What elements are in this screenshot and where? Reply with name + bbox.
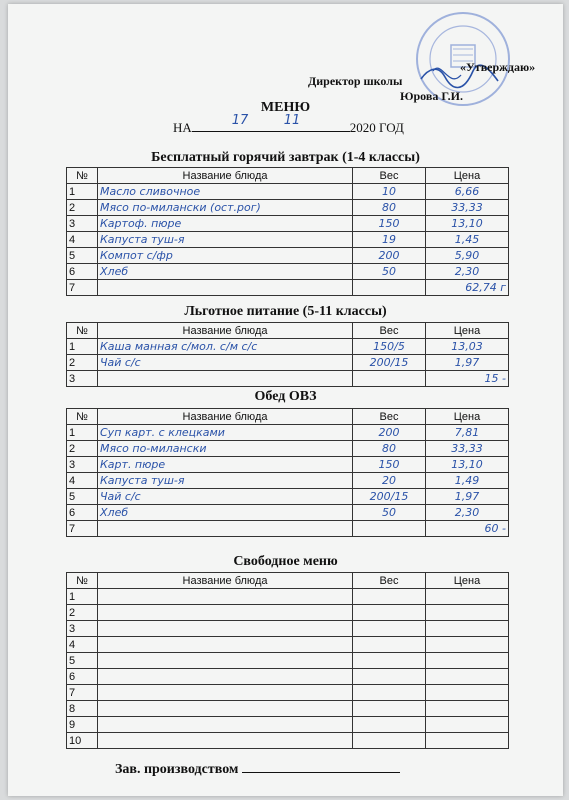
cell-num: 1: [67, 184, 98, 200]
cell-weight: 200/15: [353, 489, 426, 505]
table-free-menu: [66, 572, 509, 749]
table-row: [67, 441, 509, 457]
table-row: [67, 264, 509, 280]
cell-price: 7,81: [426, 425, 509, 441]
cell-price: 2,30: [426, 505, 509, 521]
cell-price: [426, 701, 509, 717]
cell-price: 13,10: [426, 216, 509, 232]
cell-weight: [353, 605, 426, 621]
column-header-price: Цена: [426, 168, 509, 184]
column-header-num: №: [67, 573, 98, 589]
table-row: [67, 621, 509, 637]
table-row: [67, 339, 509, 355]
table-row: [67, 473, 509, 489]
cell-dish: Мясо по-милански (ост.рог): [98, 200, 353, 216]
cell-weight: 200/15: [353, 355, 426, 371]
cell-num: 3: [67, 371, 98, 387]
table-row: [67, 489, 509, 505]
cell-weight: [353, 371, 426, 387]
cell-num: 3: [67, 457, 98, 473]
table-row: [67, 232, 509, 248]
cell-dish: [98, 521, 353, 537]
cell-dish: Каша манная с/мол. с/м с/с: [98, 339, 353, 355]
column-header-dish: Название блюда: [98, 168, 353, 184]
cell-price: 6,66: [426, 184, 509, 200]
date-month: 11: [283, 113, 301, 128]
cell-num: 4: [67, 473, 98, 489]
cell-weight: 50: [353, 505, 426, 521]
table-row: [67, 280, 509, 296]
date-prefix: НА: [173, 120, 192, 135]
table-row: [67, 425, 509, 441]
cell-weight: [353, 669, 426, 685]
cell-dish: [98, 605, 353, 621]
director-label: Директор школы: [308, 74, 403, 88]
table-row: [67, 701, 509, 717]
cell-dish: Масло сливочное: [98, 184, 353, 200]
table-row: [67, 457, 509, 473]
cell-price: 62,74 г: [426, 280, 509, 296]
cell-weight: [353, 733, 426, 749]
table-ovz-lunch: [66, 408, 509, 537]
cell-weight: [353, 637, 426, 653]
cell-weight: [353, 521, 426, 537]
cell-weight: 80: [353, 200, 426, 216]
cell-weight: [353, 280, 426, 296]
cell-price: [426, 589, 509, 605]
cell-weight: 50: [353, 264, 426, 280]
cell-dish: [98, 371, 353, 387]
cell-dish: Компот с/фр: [98, 248, 353, 264]
cell-weight: 150: [353, 457, 426, 473]
cell-num: 3: [67, 216, 98, 232]
cell-price: [426, 605, 509, 621]
cell-price: [426, 733, 509, 749]
column-header-price: Цена: [426, 573, 509, 589]
table-row: [67, 685, 509, 701]
cell-dish: Хлеб: [98, 505, 353, 521]
table-row: [67, 733, 509, 749]
cell-price: 1,45: [426, 232, 509, 248]
cell-price: [426, 669, 509, 685]
cell-weight: [353, 717, 426, 733]
cell-num: 2: [67, 355, 98, 371]
cell-weight: 80: [353, 441, 426, 457]
cell-price: [426, 717, 509, 733]
cell-num: 9: [67, 717, 98, 733]
table-header-row: [67, 573, 509, 589]
column-header-num: №: [67, 409, 98, 425]
date-day: 17: [231, 113, 249, 128]
column-header-weight: Вес: [353, 168, 426, 184]
cell-weight: 200: [353, 248, 426, 264]
cell-num: 10: [67, 733, 98, 749]
cell-dish: Суп карт. с клецками: [98, 425, 353, 441]
cell-weight: 200: [353, 425, 426, 441]
cell-price: [426, 621, 509, 637]
cell-price: 1,49: [426, 473, 509, 489]
section-title-discount-meals: Льготное питание (5-11 классы): [184, 304, 387, 319]
cell-price: 1,97: [426, 489, 509, 505]
cell-dish: Капуста туш-я: [98, 232, 353, 248]
menu-title: МЕНЮ: [260, 100, 311, 115]
table-header-row: [67, 409, 509, 425]
cell-dish: [98, 621, 353, 637]
footer-label: Зав. производством: [115, 762, 239, 777]
cell-dish: [98, 717, 353, 733]
date-blank: [192, 113, 350, 132]
menu-date: [173, 113, 404, 136]
cell-price: 1,97: [426, 355, 509, 371]
table-row: [67, 216, 509, 232]
cell-weight: [353, 653, 426, 669]
column-header-dish: Название блюда: [98, 409, 353, 425]
cell-num: 5: [67, 489, 98, 505]
column-header-dish: Название блюда: [98, 573, 353, 589]
cell-num: 1: [67, 589, 98, 605]
cell-price: 2,30: [426, 264, 509, 280]
column-header-weight: Вес: [353, 409, 426, 425]
column-header-num: №: [67, 168, 98, 184]
cell-dish: Хлеб: [98, 264, 353, 280]
cell-weight: 10: [353, 184, 426, 200]
table-row: [67, 669, 509, 685]
cell-dish: Чай с/с: [98, 355, 353, 371]
cell-weight: [353, 701, 426, 717]
cell-dish: Карт. пюре: [98, 457, 353, 473]
cell-num: 6: [67, 264, 98, 280]
cell-dish: Чай с/с: [98, 489, 353, 505]
cell-num: 3: [67, 621, 98, 637]
table-row: [67, 521, 509, 537]
cell-num: 7: [67, 521, 98, 537]
column-header-num: №: [67, 323, 98, 339]
cell-dish: [98, 589, 353, 605]
cell-num: 1: [67, 425, 98, 441]
approval-label: «Утверждаю»: [460, 60, 536, 74]
cell-dish: [98, 637, 353, 653]
table-row: [67, 589, 509, 605]
cell-num: 2: [67, 441, 98, 457]
cell-price: [426, 685, 509, 701]
cell-weight: [353, 685, 426, 701]
menu-sheet: [8, 4, 563, 796]
table-row: [67, 355, 509, 371]
table-row: [67, 200, 509, 216]
cell-num: 7: [67, 280, 98, 296]
cell-dish: [98, 669, 353, 685]
table-free-breakfast: [66, 167, 509, 296]
cell-num: 6: [67, 669, 98, 685]
cell-weight: 19: [353, 232, 426, 248]
table-row: [67, 605, 509, 621]
cell-dish: [98, 701, 353, 717]
cell-weight: [353, 621, 426, 637]
section-title-free-menu: Свободное меню: [233, 554, 338, 569]
table-row: [67, 637, 509, 653]
column-header-dish: Название блюда: [98, 323, 353, 339]
table-row: [67, 248, 509, 264]
cell-dish: Картоф. пюре: [98, 216, 353, 232]
cell-price: 13,10: [426, 457, 509, 473]
footer-signoff: [115, 760, 400, 778]
cell-num: 5: [67, 248, 98, 264]
column-header-weight: Вес: [353, 323, 426, 339]
cell-dish: [98, 653, 353, 669]
footer-signature-line: [242, 760, 400, 773]
cell-dish: [98, 280, 353, 296]
column-header-price: Цена: [426, 323, 509, 339]
cell-num: 2: [67, 605, 98, 621]
cell-num: 8: [67, 701, 98, 717]
cell-weight: 150: [353, 216, 426, 232]
table-header-row: [67, 323, 509, 339]
cell-price: 13,03: [426, 339, 509, 355]
cell-weight: 150/5: [353, 339, 426, 355]
cell-price: 15 -: [426, 371, 509, 387]
cell-num: 2: [67, 200, 98, 216]
cell-price: 60 -: [426, 521, 509, 537]
cell-price: 5,90: [426, 248, 509, 264]
cell-dish: [98, 685, 353, 701]
cell-num: 4: [67, 232, 98, 248]
cell-price: 33,33: [426, 200, 509, 216]
cell-num: 5: [67, 653, 98, 669]
column-header-weight: Вес: [353, 573, 426, 589]
cell-price: [426, 653, 509, 669]
cell-weight: 20: [353, 473, 426, 489]
table-row: [67, 184, 509, 200]
table-row: [67, 371, 509, 387]
cell-dish: Капуста туш-я: [98, 473, 353, 489]
cell-num: 4: [67, 637, 98, 653]
director-name: Юрова Г.И.: [400, 89, 463, 103]
table-row: [67, 717, 509, 733]
table-discount-meals: [66, 322, 509, 387]
cell-price: 33,33: [426, 441, 509, 457]
table-header-row: [67, 168, 509, 184]
cell-num: 6: [67, 505, 98, 521]
cell-price: [426, 637, 509, 653]
section-title-ovz-lunch: Обед ОВЗ: [254, 389, 317, 404]
cell-num: 1: [67, 339, 98, 355]
cell-num: 7: [67, 685, 98, 701]
cell-dish: Мясо по-милански: [98, 441, 353, 457]
date-suffix: 2020 ГОД: [349, 120, 404, 135]
cell-weight: [353, 589, 426, 605]
column-header-price: Цена: [426, 409, 509, 425]
section-title-free-breakfast: Бесплатный горячий завтрак (1-4 классы): [151, 150, 420, 165]
cell-dish: [98, 733, 353, 749]
table-row: [67, 653, 509, 669]
table-row: [67, 505, 509, 521]
